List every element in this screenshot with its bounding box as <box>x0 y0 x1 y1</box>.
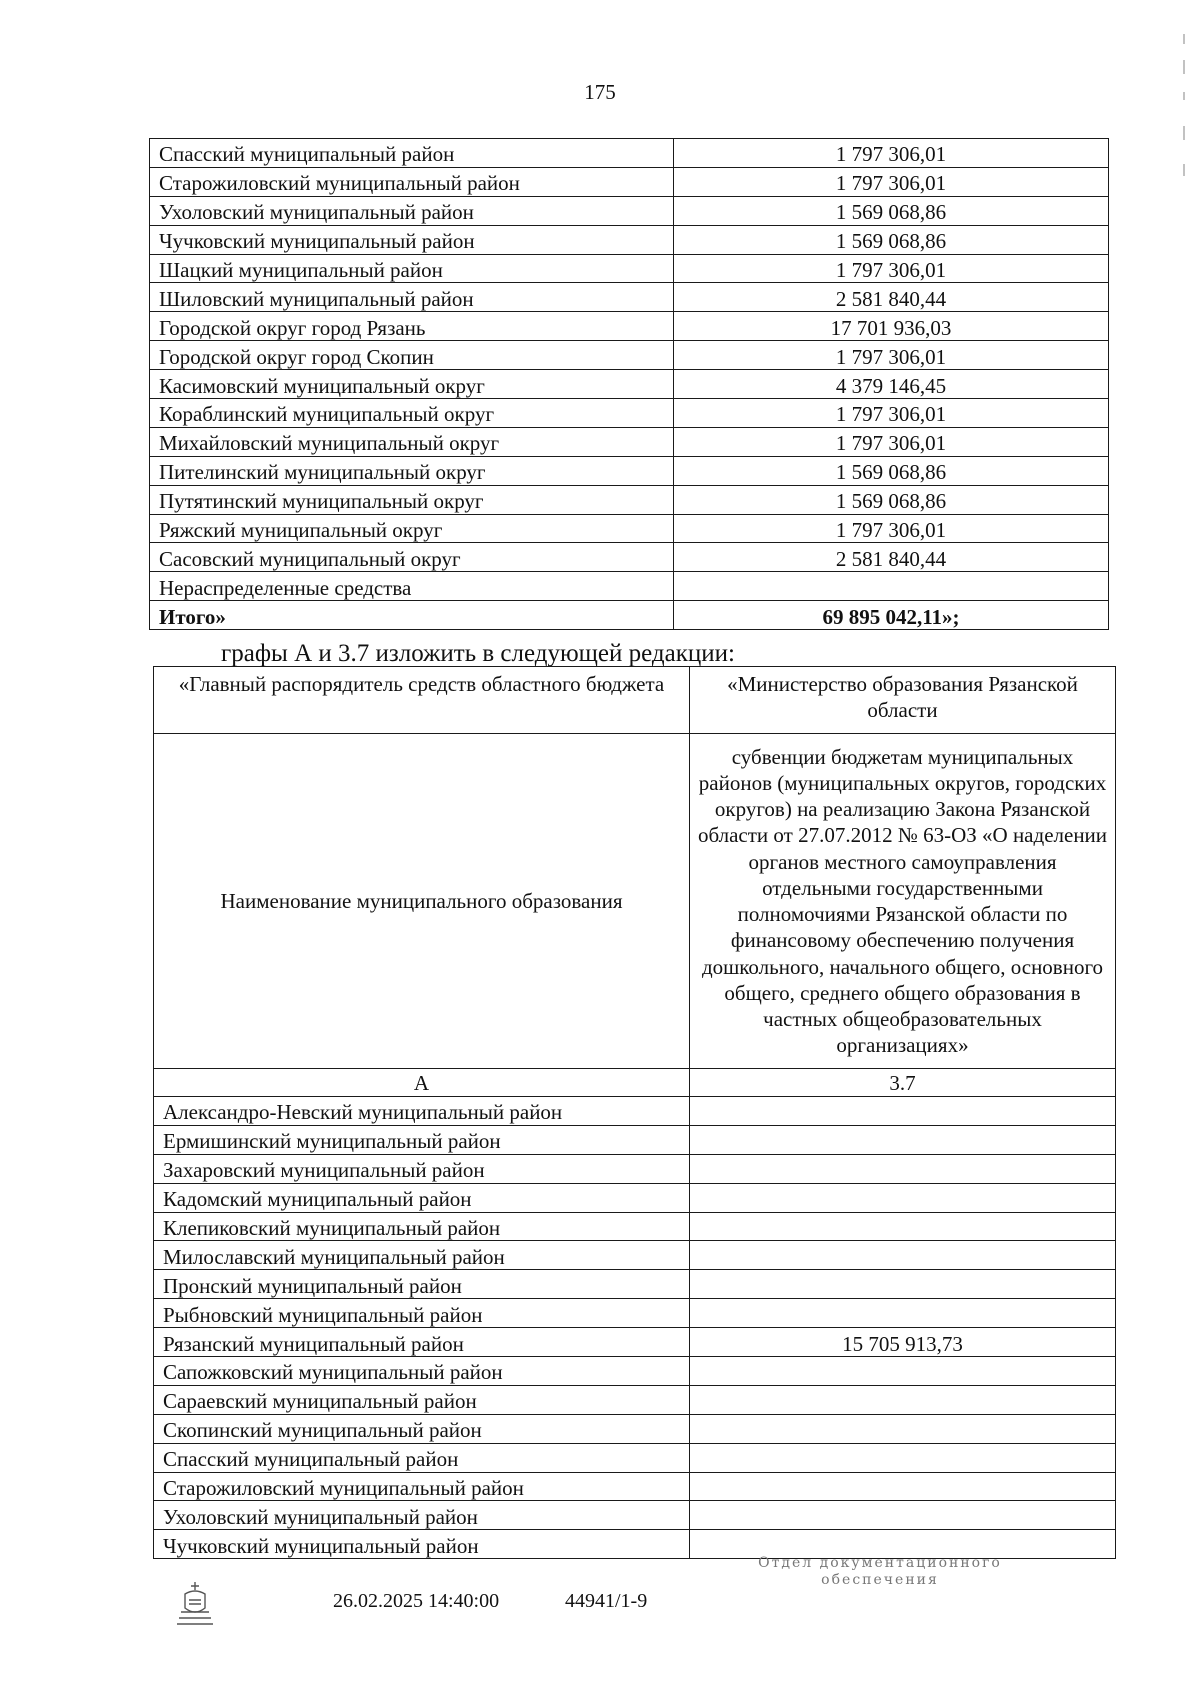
header-ministry-name: «Министерство образования Рязанской области <box>690 667 1116 734</box>
table2-column-numbers-row <box>154 1069 1116 1097</box>
total-label: Итого» <box>150 601 674 630</box>
table-row <box>154 1385 1116 1414</box>
municipality-name: Милославский муниципальный район <box>154 1241 690 1270</box>
total-row <box>150 601 1109 630</box>
table-row <box>150 370 1109 399</box>
municipality-name: Рыбновский муниципальный район <box>154 1299 690 1328</box>
table-row <box>154 1328 1116 1357</box>
subvention-amount <box>690 1212 1116 1241</box>
subvention-amount <box>690 1154 1116 1183</box>
municipality-name: Чучковский муниципальный район <box>154 1530 690 1559</box>
municipality-name: Чучковский муниципальный район <box>150 225 674 254</box>
table-row <box>154 1183 1116 1212</box>
subvention-amount <box>690 1241 1116 1270</box>
subvention-amount: 1 569 068,86 <box>674 485 1109 514</box>
table-row <box>150 196 1109 225</box>
table-row <box>154 1212 1116 1241</box>
subvention-amount: 1 797 306,01 <box>674 514 1109 543</box>
total-amount: 69 895 042,11»; <box>674 601 1109 630</box>
column-number-3-7: 3.7 <box>690 1069 1116 1097</box>
table-row <box>154 1472 1116 1501</box>
table-row <box>150 572 1109 601</box>
municipality-name: Пителинский муниципальный округ <box>150 456 674 485</box>
table-row <box>150 167 1109 196</box>
municipality-name: Сасовский муниципальный округ <box>150 543 674 572</box>
municipality-name: Александро-Невский муниципальный район <box>154 1097 690 1126</box>
subvention-amount: 15 705 913,73 <box>690 1328 1116 1357</box>
municipality-name: Михайловский муниципальный округ <box>150 427 674 456</box>
subvention-amount <box>690 1385 1116 1414</box>
table2-header-row-1 <box>154 667 1116 734</box>
table-row <box>150 427 1109 456</box>
table-row <box>154 1501 1116 1530</box>
subvention-amount <box>690 1125 1116 1154</box>
footer-datetime: 26.02.2025 14:40:00 <box>333 1590 500 1612</box>
subvention-amount <box>690 1097 1116 1126</box>
table-row <box>154 1443 1116 1472</box>
municipality-name: Ряжский муниципальный округ <box>150 514 674 543</box>
municipality-name: Кораблинский муниципальный округ <box>150 399 674 428</box>
subvention-amount <box>674 572 1109 601</box>
table1-body <box>150 139 1109 630</box>
subvention-amount: 1 797 306,01 <box>674 167 1109 196</box>
header-main-administrator-label: «Главный распорядитель средств областного бюджета <box>154 667 690 734</box>
table-row <box>154 1357 1116 1386</box>
table-row <box>150 341 1109 370</box>
header-subvention-description: субвенции бюджетам муниципальных районов (муниципальных округов, городских округов) на реализацию Закона Рязанской области от 27.07.2012 № 63-ОЗ «О наделении органов местного самоуправления отдельными государственными полномочиями Рязанской области по финансовому обеспечению получения дошкольного, начального общего, основного общего, среднего общего образования в частных общеобразовательных организациях» <box>690 734 1116 1069</box>
table-row <box>150 225 1109 254</box>
municipality-name: Ухоловский муниципальный район <box>154 1501 690 1530</box>
subvention-amount <box>690 1501 1116 1530</box>
municipality-name: Шиловский муниципальный район <box>150 283 674 312</box>
department-stamp: Отдел документационного обеспечения <box>758 1555 1002 1588</box>
municipality-name: Нераспределенные средства <box>150 572 674 601</box>
municipality-name: Путятинский муниципальный округ <box>150 485 674 514</box>
subvention-amount: 1 797 306,01 <box>674 139 1109 168</box>
municipality-name: Пронский муниципальный район <box>154 1270 690 1299</box>
subvention-amount: 1 569 068,86 <box>674 456 1109 485</box>
subvention-amount <box>690 1270 1116 1299</box>
municipality-name: Кадомский муниципальный район <box>154 1183 690 1212</box>
municipality-name: Захаровский муниципальный район <box>154 1154 690 1183</box>
subvention-amount: 1 797 306,01 <box>674 399 1109 428</box>
municipality-name: Сараевский муниципальный район <box>154 1385 690 1414</box>
table-row <box>154 1125 1116 1154</box>
subvention-amount <box>690 1443 1116 1472</box>
municipality-name: Старожиловский муниципальный район <box>150 167 674 196</box>
subvention-amount <box>690 1299 1116 1328</box>
table-row <box>150 456 1109 485</box>
scan-edge-marks <box>1181 30 1187 190</box>
subvention-amount: 17 701 936,03 <box>674 312 1109 341</box>
subvention-amount <box>690 1183 1116 1212</box>
subvention-amount <box>690 1472 1116 1501</box>
table-row <box>150 283 1109 312</box>
coat-of-arms-emblem-icon <box>173 1578 217 1628</box>
municipality-name: Спасский муниципальный район <box>154 1443 690 1472</box>
subvention-amount: 1 569 068,86 <box>674 225 1109 254</box>
subvention-amount: 4 379 146,45 <box>674 370 1109 399</box>
subvention-table-continued <box>149 138 1109 630</box>
subvention-amount: 1 797 306,01 <box>674 254 1109 283</box>
table-row <box>150 254 1109 283</box>
subvention-amount: 2 581 840,44 <box>674 283 1109 312</box>
table-row <box>154 1097 1116 1126</box>
footer-registration-number: 44941/1-9 <box>565 1590 648 1612</box>
municipality-name: Старожиловский муниципальный район <box>154 1472 690 1501</box>
amendment-intro-text: графы А и 3.7 изложить в следующей редакции: <box>221 640 735 667</box>
subvention-table-new-edition <box>153 666 1116 1559</box>
municipality-name: Спасский муниципальный район <box>150 139 674 168</box>
table-row <box>154 1241 1116 1270</box>
table-row <box>150 399 1109 428</box>
table-row <box>150 139 1109 168</box>
municipality-name: Ухоловский муниципальный район <box>150 196 674 225</box>
table-row <box>154 1154 1116 1183</box>
subvention-amount: 2 581 840,44 <box>674 543 1109 572</box>
subvention-amount <box>690 1357 1116 1386</box>
municipality-name: Клепиковский муниципальный район <box>154 1212 690 1241</box>
page-number: 175 <box>584 80 616 104</box>
municipality-name: Рязанский муниципальный район <box>154 1328 690 1357</box>
municipality-name: Шацкий муниципальный район <box>150 254 674 283</box>
table-row <box>154 1299 1116 1328</box>
subvention-amount: 1 569 068,86 <box>674 196 1109 225</box>
table-row <box>154 1270 1116 1299</box>
table-row <box>150 312 1109 341</box>
municipality-name: Касимовский муниципальный округ <box>150 370 674 399</box>
subvention-amount: 1 797 306,01 <box>674 427 1109 456</box>
municipality-name: Сапожковский муниципальный район <box>154 1357 690 1386</box>
subvention-amount: 1 797 306,01 <box>674 341 1109 370</box>
table2-body <box>154 667 1116 1559</box>
table-row <box>150 485 1109 514</box>
table-row <box>150 543 1109 572</box>
column-number-a: А <box>154 1069 690 1097</box>
table-row <box>154 1414 1116 1443</box>
header-municipality-name-label: Наименование муниципального образования <box>154 734 690 1069</box>
municipality-name: Скопинский муниципальный район <box>154 1414 690 1443</box>
subvention-amount <box>690 1414 1116 1443</box>
table-row <box>150 514 1109 543</box>
municipality-name: Городской округ город Скопин <box>150 341 674 370</box>
municipality-name: Ермишинский муниципальный район <box>154 1125 690 1154</box>
municipality-name: Городской округ город Рязань <box>150 312 674 341</box>
table2-header-row-2 <box>154 734 1116 1069</box>
